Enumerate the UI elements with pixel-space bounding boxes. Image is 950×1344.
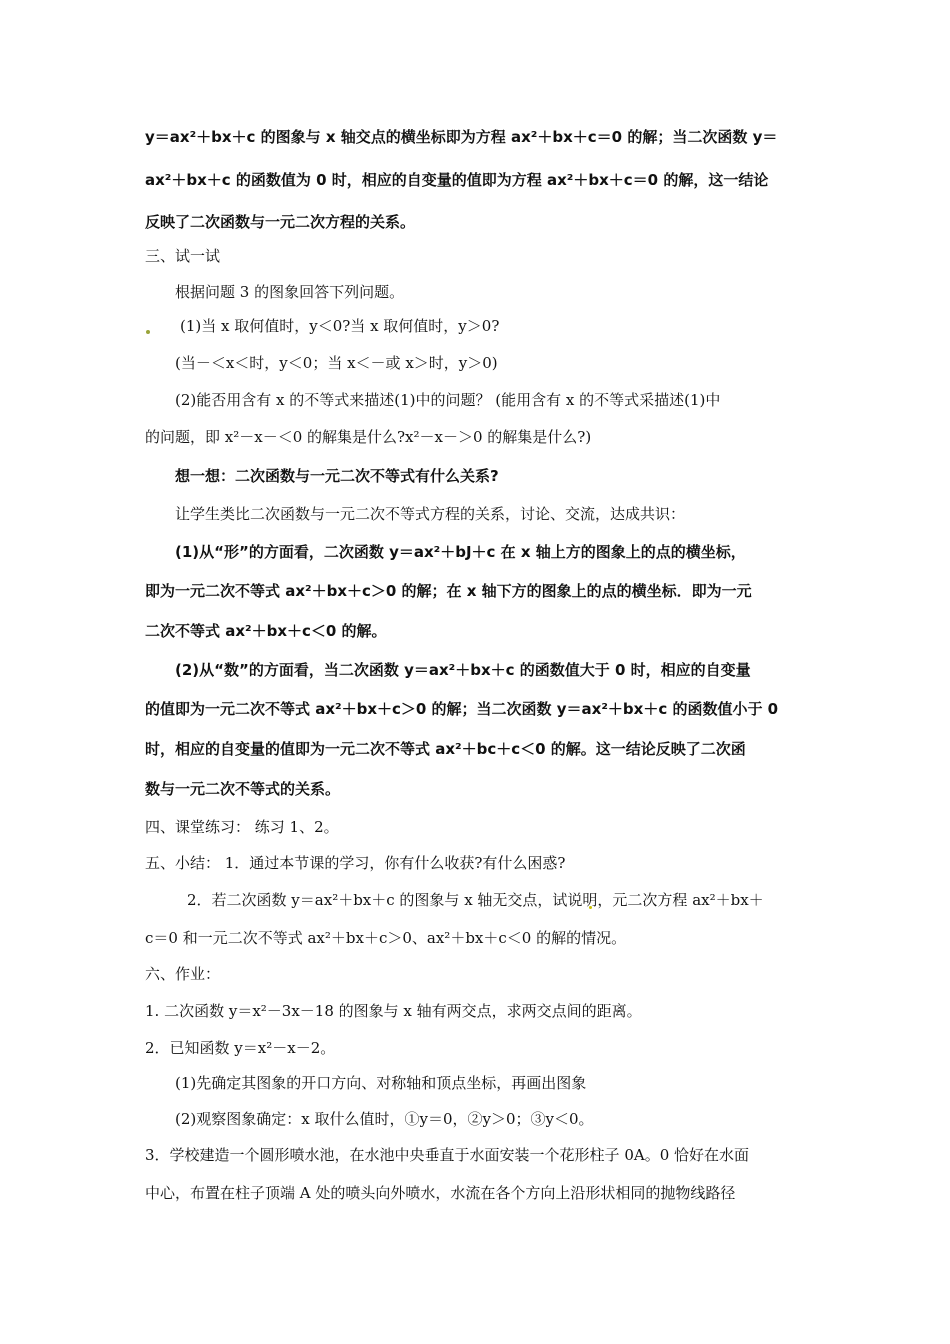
question-line: (1)当 x 取何值时，y＜0?当 x 取何值时，y＞0?	[180, 317, 500, 335]
text-line: 反映了二次函数与一元二次方程的关系。	[145, 213, 416, 231]
question-line: (2)能否用含有 x 的不等式来描述(1)中的问题？ (能用含有 x 的不等式采描述(1)中	[175, 391, 721, 409]
text-line: 2．已知函数 y＝x²－x－2。	[145, 1039, 336, 1057]
text-line: c＝0 和一元二次不等式 ax²＋bx＋c＞0、ax²＋bx＋c＜0 的解的情况。	[145, 929, 627, 947]
section-heading: 五、小结： 1．通过本节课的学习，你有什么收获?有什么困惑?	[145, 854, 566, 872]
text-line: 时，相应的自变量的值即为一元二次不等式 ax²＋bc＋c＜0 的解。这一结论反映了二次函	[145, 740, 746, 758]
text-line: (1)先确定其图象的开口方向、对称轴和顶点坐标，再画出图象	[175, 1074, 587, 1092]
text-line: 1. 二次函数 y＝x²－3x－18 的图象与 x 轴有两交点，求两交点间的距离。	[145, 1002, 642, 1020]
section-heading: 三、试一试	[145, 247, 221, 265]
text-line: 3．学校建造一个圆形喷水池，在水池中央垂直于水面安装一个花形柱子 0A。0 恰好在水面	[145, 1146, 750, 1164]
stray-mark	[146, 330, 150, 334]
answer-line: (当－＜x＜时，y＜0；当 x＜－或 x＞时，y＞0)	[175, 354, 498, 372]
text-line: ax²＋bx＋c 的函数值为 0 时，相应的自变量的值即为方程 ax²＋bx＋c＝0 的解，这一结论	[145, 171, 769, 189]
text-line: 的值即为一元二次不等式 ax²＋bx＋c＞0 的解；当二次函数 y＝ax²＋bx＋c 的函数值小于 0	[145, 700, 779, 718]
text-line: 数与一元二次不等式的关系。	[145, 780, 341, 798]
text-line: (2)观察图象确定：x 取什么值时，①y＝0，②y＞0；③y＜0。	[175, 1110, 594, 1128]
text-line: 即为一元二次不等式 ax²＋bx＋c＞0 的解；在 x 轴下方的图象上的点的横坐标．即为一元	[145, 582, 752, 600]
subheading: 想一想：二次函数与一元二次不等式有什么关系?	[175, 467, 499, 485]
text-line: 中心，布置在柱子顶端 A 处的喷头向外喷水，水流在各个方向上沿形状相同的抛物线路径	[145, 1184, 736, 1202]
section-heading: 六、作业：	[145, 965, 221, 983]
text-line: (2)从“数”的方面看，当二次函数 y＝ax²＋bx＋c 的函数值大于 0 时，相应的自变量	[175, 661, 751, 679]
text-line: 的问题，即 x²－x－＜0 的解集是什么?x²－x－＞0 的解集是什么?)	[145, 428, 592, 446]
text-line: 让学生类比二次函数与一元二次不等式方程的关系，讨论、交流，达成共识：	[175, 505, 686, 523]
text-line: (1)从“形”的方面看，二次函数 y＝ax²＋bJ＋c 在 x 轴上方的图象上的点的横坐标，	[175, 543, 746, 561]
text-line: 根据问题 3 的图象回答下列问题。	[175, 283, 405, 301]
section-heading: 四、课堂练习： 练习 1、2。	[145, 818, 339, 836]
text-line: y＝ax²＋bx＋c 的图象与 x 轴交点的横坐标即为方程 ax²＋bx＋c＝0 的解；当二次函数 y＝	[145, 128, 778, 146]
text-line: 二次不等式 ax²＋bx＋c＜0 的解。	[145, 622, 387, 640]
text-line: 2．若二次函数 y＝ax²＋bx＋c 的图象与 x 轴无交点，试说明，元二次方程 ax²＋bx＋	[187, 891, 764, 909]
